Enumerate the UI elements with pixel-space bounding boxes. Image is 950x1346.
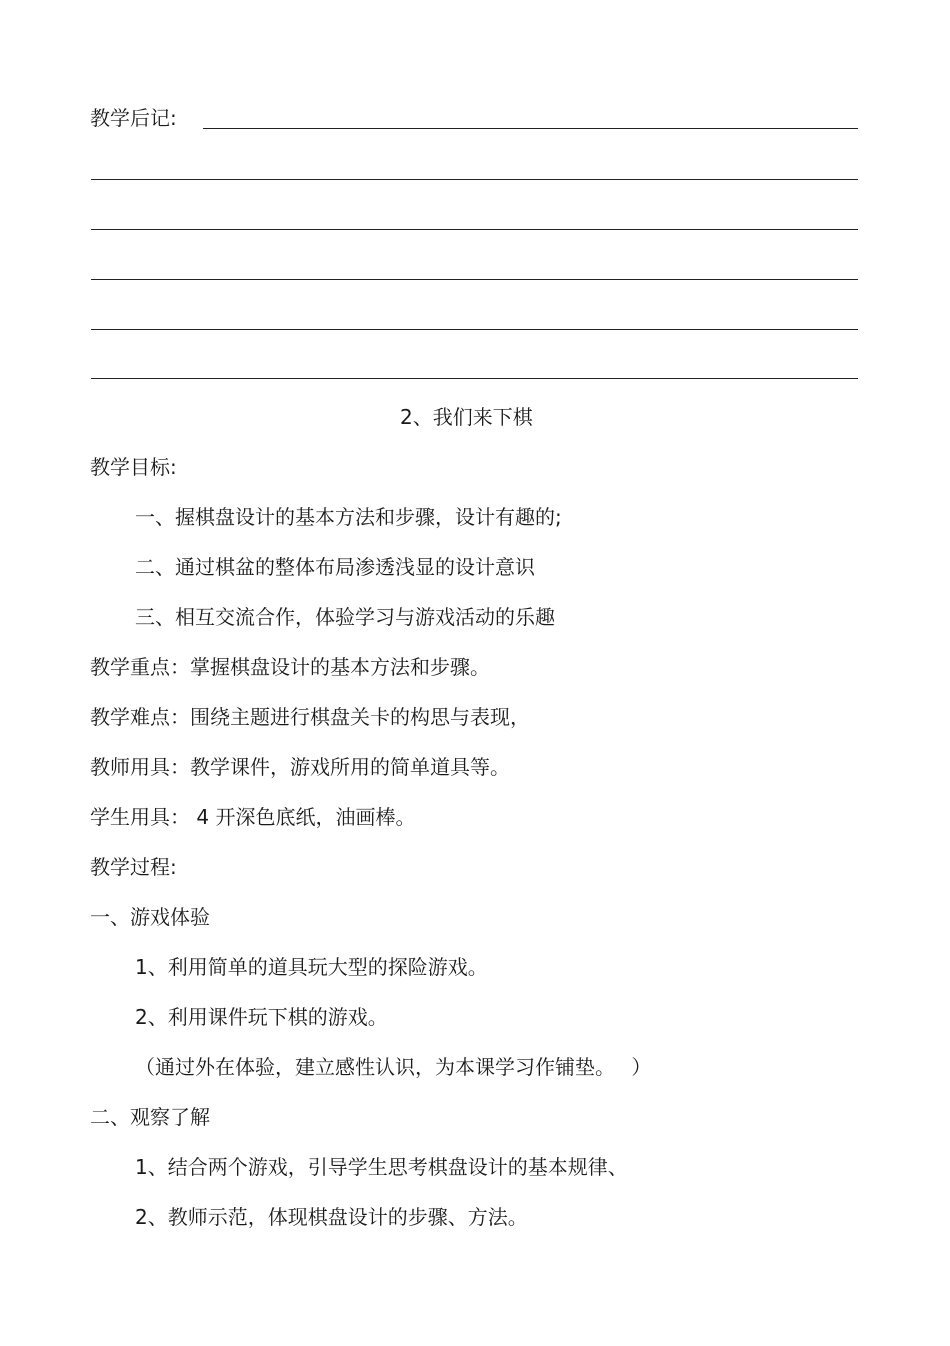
notes-blank-line-2 bbox=[91, 179, 858, 180]
process-item: 2、利用课件玩下棋的游戏。 bbox=[135, 1005, 388, 1029]
process-item: 1、利用简单的道具玩大型的探险游戏。 bbox=[135, 955, 488, 979]
section-heading: 一、游戏体验 bbox=[90, 905, 210, 929]
objective-item: 三、相互交流合作，体验学习与游戏活动的乐趣 bbox=[135, 605, 555, 629]
lesson-title: 2、我们来下棋 bbox=[400, 405, 533, 429]
process-note: （通过外在体验，建立感性认识，为本课学习作铺垫。 ） bbox=[135, 1055, 652, 1079]
student-tools: 学生用具： 4 开深色底纸，油画棒。 bbox=[90, 805, 416, 829]
objective-item: 二、通过棋盆的整体布局渗透浅显的设计意识 bbox=[135, 555, 535, 579]
notes-blank-line-6 bbox=[91, 378, 858, 379]
notes-blank-line-4 bbox=[91, 279, 858, 280]
teacher-tools: 教师用具：教学课件，游戏所用的简单道具等。 bbox=[90, 755, 510, 779]
difficulty: 教学难点：围绕主题进行棋盘关卡的构思与表现， bbox=[90, 705, 530, 729]
notes-blank-line-5 bbox=[91, 329, 858, 330]
section-heading: 二、观察了解 bbox=[90, 1105, 210, 1129]
notes-blank-line-1 bbox=[203, 128, 858, 129]
notes-label: 教学后记: bbox=[90, 106, 177, 130]
objectives-heading: 教学目标: bbox=[90, 455, 177, 479]
objective-item: 一、握棋盘设计的基本方法和步骤，设计有趣的; bbox=[135, 505, 562, 529]
process-item: 1、结合两个游戏，引导学生思考棋盘设计的基本规律、 bbox=[135, 1155, 628, 1179]
key-point: 教学重点：掌握棋盘设计的基本方法和步骤。 bbox=[90, 655, 490, 679]
process-item: 2、教师示范，体现棋盘设计的步骤、方法。 bbox=[135, 1205, 528, 1229]
process-heading: 教学过程: bbox=[90, 855, 177, 879]
notes-blank-line-3 bbox=[91, 229, 858, 230]
